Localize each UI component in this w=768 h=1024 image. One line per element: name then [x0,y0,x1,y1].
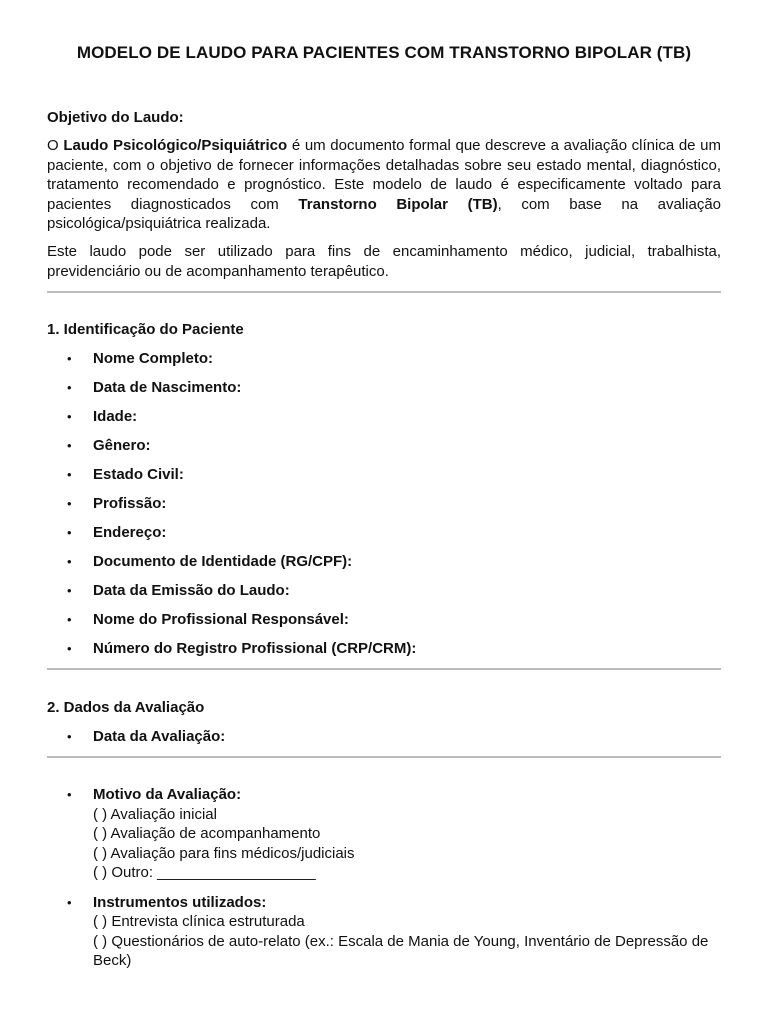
evaluation-date-list [47,727,721,747]
evaluation-details-list [47,785,721,971]
motivo-label: • Motivo da Avaliação: [93,786,242,803]
divider [47,668,721,670]
field-label: Gênero: [93,437,151,454]
list-item [47,407,721,436]
document-title: MODELO DE LAUDO PARA PACIENTES COM TRANSTORNO BIPOLAR (TB) [76,43,692,62]
motivo-option: ( ) Avaliação para fins médicos/judiciais [93,844,355,862]
list-item [47,552,721,581]
instrumentos-option: ( ) Questionários de auto-relato (ex.: Escala de Mania de Young, Inventário de Depressão de Beck) [93,932,709,969]
field-label: Profissão: [93,495,167,512]
section1-heading: 1. Identificação do Paciente [47,321,244,338]
p1-bold-tb: Transtorno Bipolar (TB) [298,195,498,213]
section2-heading: 2. Dados da Avaliação [47,699,205,716]
motivo-option: ( ) Avaliação de acompanhamento [93,825,321,842]
field-label: Idade: [93,408,138,425]
list-item [47,581,721,610]
p1-text-1: O [47,137,64,154]
divider [47,756,721,758]
list-item [47,465,721,494]
field-label: Nome do Profissional Responsável: [93,611,349,628]
divider [47,291,721,293]
motivo-option: ( ) Avaliação inicial [93,805,217,823]
patient-id-list [47,349,721,668]
field-label: Número do Registro Profissional (CRP/CRM): [93,640,417,657]
list-item [47,349,721,378]
list-item-motivo [47,785,721,883]
objetivo-paragraph-2: Este laudo pode ser utilizado para fins de encaminhamento médico, judicial, trabalhista, previdenciário ou de acompanhamento terapêutico. [47,243,721,280]
field-label: Documento de Identidade (RG/CPF): [93,553,353,570]
p1-bold-laudo: Laudo Psicológico/Psiquiátrico [63,137,288,154]
list-item [47,378,721,407]
field-label: Data de Nascimento: [93,379,242,396]
list-item-instrumentos [47,893,721,971]
list-item [47,639,721,668]
motivo-option: ( ) Outro: ___________________ [93,864,316,881]
instrumentos-label: • Instrumentos utilizados: [93,893,267,911]
list-item [47,436,721,465]
list-item [47,727,721,747]
list-item [47,523,721,552]
p1-text-3: , com base na avaliação psicológica/psiquiátrica realizada. [47,195,721,232]
field-label: Data da Emissão do Laudo: [93,582,290,599]
list-item [47,610,721,639]
field-label: Nome Completo: [93,350,213,367]
field-label: Endereço: [93,524,167,541]
field-label: Estado Civil: [93,466,184,483]
instrumentos-option: ( ) Entrevista clínica estruturada [93,913,305,930]
objetivo-heading: Objetivo do Laudo: [47,109,184,126]
objetivo-paragraph-1 [47,136,721,234]
p1-text-2: é um documento formal que descreve a avaliação clínica de um paciente, com o objetivo de fornecer informações detalhadas sobre seu estado mental, diagnóstico, tratamento recomendado e prognóstico. Este modelo de laudo é especificamente voltado para pacientes diagnosticados com [47,137,722,213]
list-item [47,494,721,523]
field-label: Data da Avaliação: [93,728,226,745]
